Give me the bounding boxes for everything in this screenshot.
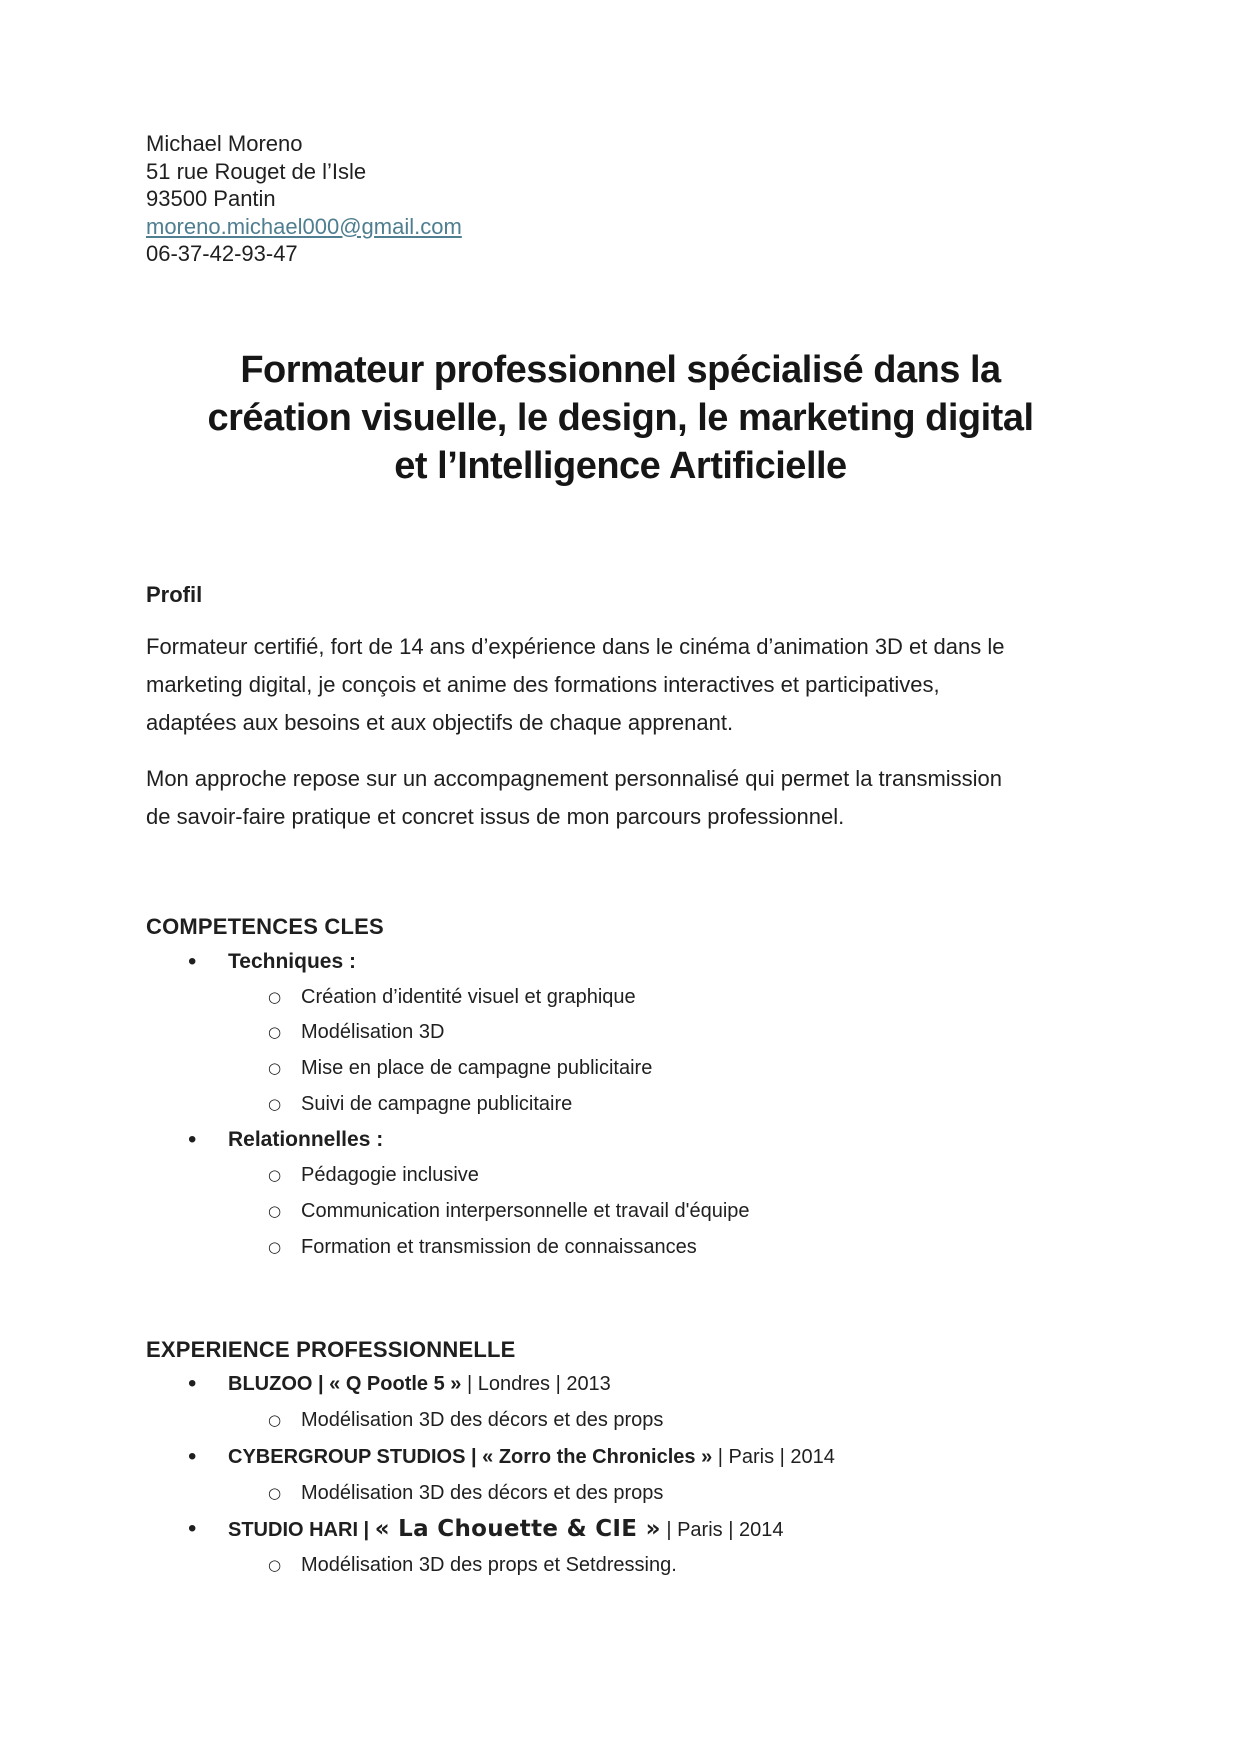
experience-task-text: Modélisation 3D des décors et des props [301,1481,664,1504]
email-link[interactable]: moreno.michael000@gmail.com [146,213,462,239]
competence-item: Communication interpersonnelle et travail d'équipe [301,1199,750,1222]
competence-group-label: Relationnelles : [228,1128,384,1152]
circle-bullet-icon: ○ [268,1483,282,1502]
page-title [0,346,1241,490]
contact-address-line2: 93500 Pantin [146,186,276,211]
experience-company: CYBERGROUP STUDIOS | « Zorro the Chronicles » [228,1445,713,1468]
bullet-icon: • [188,948,197,975]
experience-meta: | Londres | 2013 [461,1373,611,1395]
bullet-icon: • [188,1515,197,1543]
contact-name: Michael Moreno [146,131,303,156]
circle-bullet-icon: ○ [268,1059,282,1078]
list-item [146,980,1181,1016]
bullet-icon: • [188,1126,197,1154]
experience-meta: | Paris | 2014 [660,1519,784,1542]
experience-item-line [228,1373,611,1395]
circle-bullet-icon: ○ [268,987,282,1006]
experience-task-text: Modélisation 3D des décors et des props [301,1409,664,1432]
profil-paragraph-2: Mon approche repose sur un accompagnement personnalisé qui permet la transmission de savoir-faire pratique et concret issus de mon parcours professionnel. [146,766,1003,829]
competences-heading: COMPETENCES CLES [146,914,384,939]
page-title-line: création visuelle, le design, le marketing digital [207,397,1034,439]
contact-phone: 06-37-42-93-47 [146,241,298,266]
competence-item: Modélisation 3D [301,1021,445,1044]
competence-item: Suivi de campagne publicitaire [301,1092,573,1115]
experience-task [146,1475,1181,1511]
competence-item: Pédagogie inclusive [301,1164,479,1187]
experience-project-title: « La Chouette & CIE » [374,1516,661,1543]
contact-address-line1: 51 rue Rouget de l’Isle [146,158,367,184]
contact-email-row [146,213,462,241]
competence-item: Mise en place de campagne publicitaire [301,1057,653,1080]
bullet-icon: • [188,1442,197,1470]
circle-bullet-icon: ○ [268,1094,282,1113]
experience-item-line [228,1516,784,1543]
competences-list [146,944,1181,1265]
bullet-icon: • [188,1370,197,1397]
experience-item [146,1366,1181,1402]
circle-bullet-icon: ○ [268,1201,282,1220]
experience-company: STUDIO HARI | [228,1519,375,1542]
profil-heading: Profil [146,582,203,607]
experience-list [146,1366,1181,1584]
experience-heading: EXPERIENCE PROFESSIONNELLE [146,1337,516,1362]
circle-bullet-icon: ○ [268,1237,282,1256]
experience-task [146,1402,1181,1438]
profil-paragraph-1: Formateur certifié, fort de 14 ans d’expérience dans le cinéma d’animation 3D et dans le marketing digital, je conçois et anime des formations interactives et participatives, adaptées aux besoins et aux objectifs de chaque apprenant. [146,634,1005,735]
experience-task [146,1547,1181,1583]
list-item [146,1087,1181,1123]
circle-bullet-icon: ○ [268,1556,282,1575]
circle-bullet-icon: ○ [268,1166,282,1185]
competence-item: Formation et transmission de connaissances [301,1235,697,1258]
contact-block [146,130,462,268]
page-title-line: Formateur professionnel spécialisé dans la [240,349,1001,391]
circle-bullet-icon: ○ [268,1411,282,1430]
experience-company: BLUZOO | « Q Pootle 5 » [228,1373,462,1395]
circle-bullet-icon: ○ [268,1023,282,1042]
list-item [146,944,1181,980]
experience-item [146,1511,1181,1547]
experience-item-line [228,1445,835,1468]
competence-group-label: Techniques : [228,950,356,973]
list-item [146,1051,1181,1087]
list-item [146,1015,1181,1051]
list-item [146,1158,1181,1194]
page-title-line: et l’Intelligence Artificielle [394,445,847,487]
experience-item [146,1439,1181,1475]
list-item [146,1194,1181,1230]
competence-item: Création d’identité visuel et graphique [301,985,636,1008]
list-item [146,1230,1181,1266]
list-item [146,1122,1181,1158]
experience-meta: | Paris | 2014 [712,1445,835,1468]
experience-task-text: Modélisation 3D des props et Setdressing. [301,1554,677,1577]
